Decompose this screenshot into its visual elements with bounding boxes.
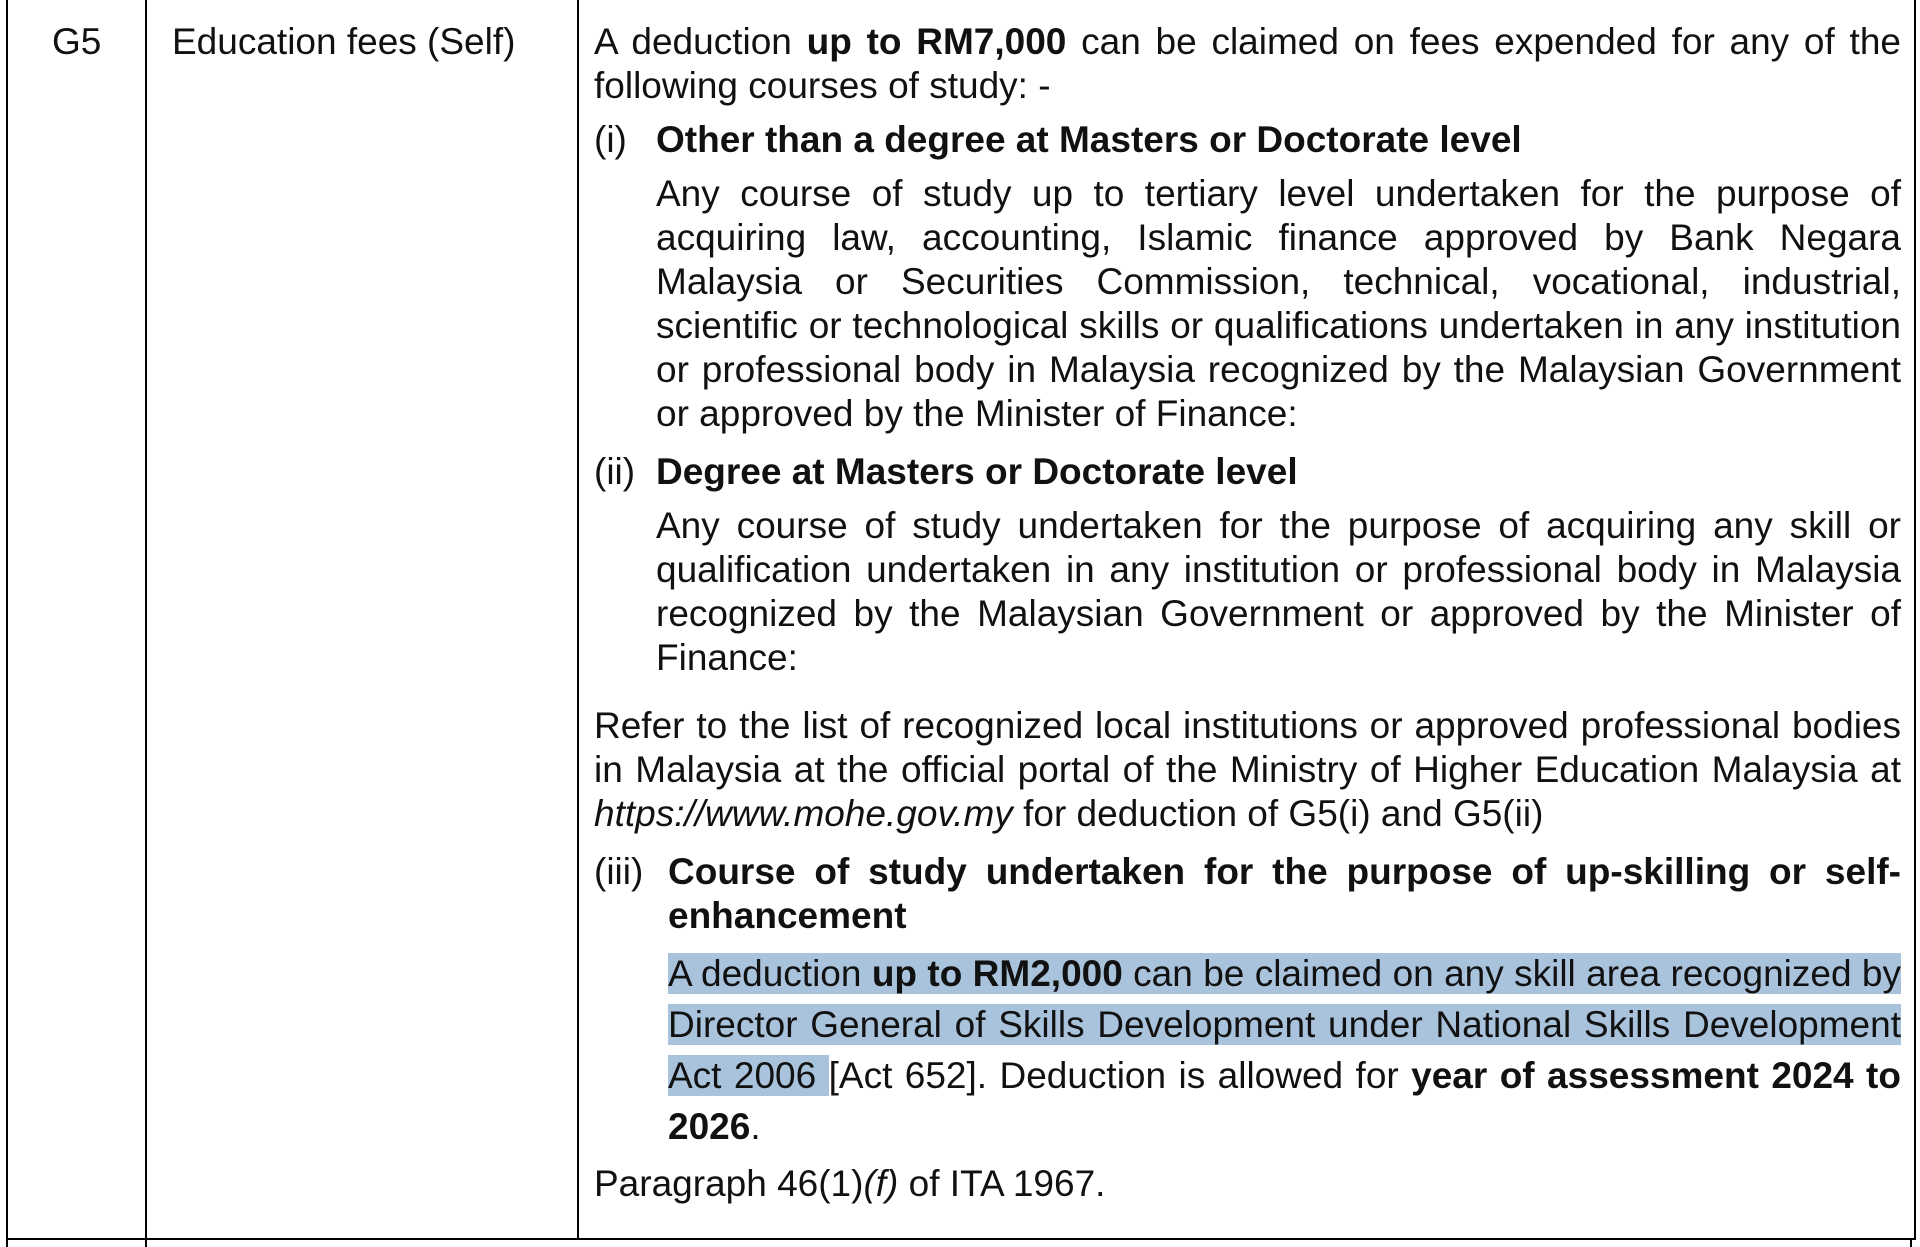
description-cell — [594, 20, 1901, 1206]
text-highlight: A deduction up to RM2,000 can be claimed on any skill area recognized by Director General of Skills Development under National Skills Development Act 2006 — [668, 953, 1901, 1096]
sub-item-i — [594, 118, 1901, 436]
item-code: G5 — [52, 21, 102, 62]
sub-item-text: Any course of study up to tertiary level undertaken for the purpose of acquiring law, accounting, Islamic finance approved by Bank Negara Malaysia or Securities Commission, technical, vocational, industrial, scientific or technological skills or qualifications undertaken in any institution or professional body in Malaysia recognized by the Malaysian Government or approved by the Minister of Finance: — [656, 173, 1901, 434]
sub-item-iii — [594, 850, 1901, 1152]
intro-amount: up to RM7,000 — [806, 21, 1067, 62]
item-name-cell — [147, 0, 579, 1238]
item-name: Education fees (Self) — [172, 21, 516, 62]
mohe-url: https://www.mohe.gov.my — [594, 793, 1013, 834]
legal-reference: Paragraph 46(1)(f) of ITA 1967. — [594, 1163, 1106, 1204]
education-fees-table-row — [6, 0, 1916, 1240]
next-row-border — [145, 1238, 147, 1247]
sub-item-ii — [594, 450, 1901, 680]
refer-paragraph: Refer to the list of recognized local institutions or approved professional bodies in Malaysia at the official portal of the Ministry of Higher Education Malaysia at https://www.mohe.gov.my for deduction of G5(i) and G5(ii) — [594, 705, 1901, 834]
next-row-border — [1910, 1238, 1912, 1247]
sub-item-heading: Course of study undertaken for the purpose of up-skilling or self-enhancement — [668, 851, 1901, 936]
sub-item-text: Any course of study undertaken for the purpose of acquiring any skill or qualification undertaken in any institution or professional body in Malaysia recognized by the Malaysian Government or approved by the Minister of Finance: — [656, 505, 1901, 678]
code-cell — [8, 0, 147, 1238]
sub-item-number: (i) — [594, 119, 627, 160]
sub-item-number: (iii) — [594, 851, 644, 892]
sub-item-number: (ii) — [594, 451, 636, 492]
intro-paragraph: A deduction up to RM7,000 can be claimed on fees expended for any of the following courses of study: - — [594, 21, 1901, 106]
sub-item-heading: Other than a degree at Masters or Doctorate level — [656, 119, 1522, 160]
highlighted-paragraph: A deduction up to RM2,000 can be claimed on any skill area recognized by Director General of Skills Development under National Skills Development Act 2006 [Act 652]. Deduction is allowed for year of assessment 2024 to 2026. — [668, 953, 1901, 1147]
next-row-border — [6, 1238, 8, 1247]
assessment-years: year of assessment 2024 to 2026 — [668, 1055, 1901, 1147]
sub-item-heading: Degree at Masters or Doctorate level — [656, 451, 1298, 492]
